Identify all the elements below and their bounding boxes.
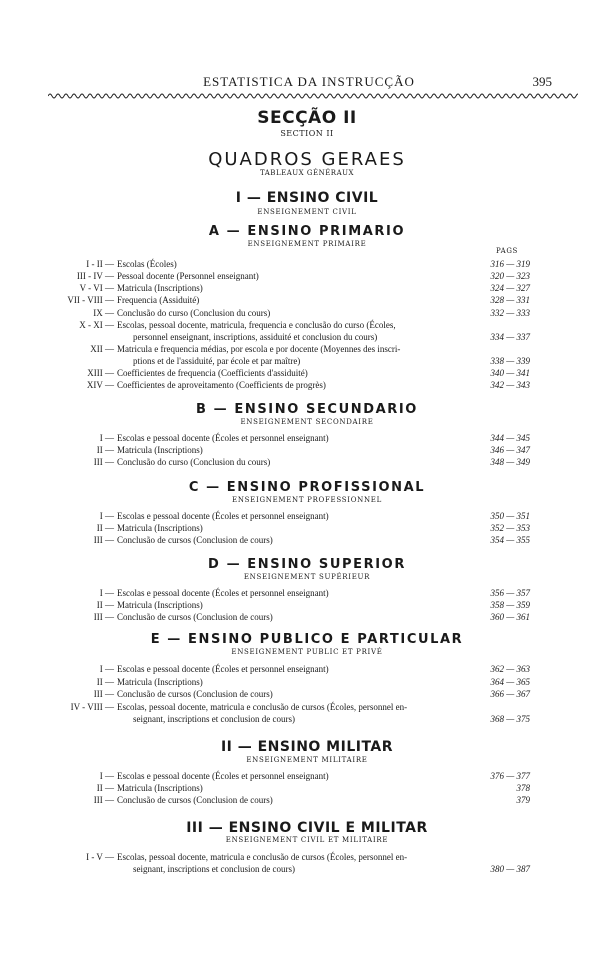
item-pages: 348 — 349 <box>490 457 530 467</box>
part-title-civil-militar: III — ENSINO CIVIL E MILITAR <box>186 820 428 836</box>
item-pages: 380 — 387 <box>490 864 530 874</box>
item-number: I - V — <box>86 852 114 862</box>
heading-ensino-profissional: C — ENSINO PROFISSIONAL <box>188 480 426 495</box>
pags-label: PAGS <box>496 247 518 255</box>
item-number: III — <box>93 795 114 805</box>
section-title: SECÇÃO II <box>257 108 357 128</box>
part-title-militar: II — ENSINO MILITAR <box>220 739 394 755</box>
item-text: Conclusão de cursos (Conclusion de cours) <box>117 795 273 805</box>
item-text: Conclusão de cursos (Conclusion de cours) <box>117 689 273 699</box>
item-number: III — <box>93 612 114 622</box>
item-number: III - IV — <box>76 271 114 281</box>
item-text: Escolas (Écoles) <box>117 259 177 269</box>
item-text: Matricula (Inscriptions) <box>117 783 203 793</box>
item-pages: 368 — 375 <box>490 714 530 724</box>
item-pages: 340 — 341 <box>490 368 530 378</box>
item-number: X - XI — <box>79 320 114 330</box>
item-text: Escolas e pessoal docente (Écoles et personnel enseignant) <box>117 433 329 443</box>
heading-ensino-publico-particular: E — ENSINO PUBLICO E PARTICULAR <box>150 632 464 647</box>
item-text: Conclusão do curso (Conclusion du cours) <box>117 457 271 467</box>
item-number: IX — <box>93 308 114 318</box>
item-pages: 358 — 359 <box>490 600 530 610</box>
item-pages: 316 — 319 <box>490 259 530 269</box>
item-number: III — <box>93 457 114 467</box>
item-pages: 366 — 367 <box>490 689 530 699</box>
item-pages: 328 — 331 <box>490 295 530 305</box>
quadros-subtitle: TABLEAUX GÉNÉRAUX <box>259 169 355 177</box>
item-number: I — <box>99 511 114 521</box>
item-text: Escolas, pessoal docente, matricula e conclusão de cursos (Écoles, personnel en- <box>117 852 408 862</box>
item-text: Matricula (Inscriptions) <box>117 523 203 533</box>
item-text-continued: personnel enseignant, inscriptions, assiduité et conclusion du cours) <box>133 332 378 342</box>
part-subtitle-civil: ENSEIGNEMENT CIVIL <box>257 208 357 216</box>
item-text: Escolas e pessoal docente (Écoles et personnel enseignant) <box>117 664 329 674</box>
section-subtitle: SECTION II <box>280 129 334 138</box>
item-text: Coefficientes de frequencia (Coefficients d'assiduité) <box>117 368 308 378</box>
item-text-continued: seignant, inscriptions et conclusion de cours) <box>133 714 295 724</box>
item-text: Matricula (Inscriptions) <box>117 283 203 293</box>
item-number: IV - VIII — <box>70 702 114 712</box>
item-pages: 338 — 339 <box>490 356 530 366</box>
item-pages: 362 — 363 <box>490 664 530 674</box>
subheading-ensino-secundario: ENSEIGNEMENT SECONDAIRE <box>240 418 374 426</box>
item-number: XIV — <box>86 380 114 390</box>
item-number: I — <box>99 588 114 598</box>
heading-ensino-primario: A — ENSINO PRIMARIO <box>208 224 406 239</box>
item-pages: 324 — 327 <box>490 283 530 293</box>
item-text: Matricula (Inscriptions) <box>117 445 203 455</box>
item-text: Escolas e pessoal docente (Écoles et personnel enseignant) <box>117 588 329 598</box>
item-number: I — <box>99 433 114 443</box>
item-text: Coefficientes de aproveitamento (Coefficients de progrès) <box>117 380 326 390</box>
item-number: I — <box>99 771 114 781</box>
item-text: Frequencia (Assiduité) <box>117 295 200 305</box>
heading-ensino-superior: D — ENSINO SUPERIOR <box>208 557 406 572</box>
item-pages: 344 — 345 <box>490 433 530 443</box>
item-number: III — <box>93 535 114 545</box>
item-text: Matricula (Inscriptions) <box>117 600 203 610</box>
item-number: II — <box>96 445 114 455</box>
item-number: I — <box>99 664 114 674</box>
item-text: Pessoal docente (Personnel enseignant) <box>117 271 259 281</box>
item-pages: 350 — 351 <box>490 511 530 521</box>
item-pages: 360 — 361 <box>490 612 530 622</box>
item-text: Conclusão do curso (Conclusion du cours) <box>117 308 271 318</box>
heading-ensino-secundario: B — ENSINO SECUNDARIO <box>196 402 418 417</box>
subheading-ensino-publico-particular: ENSEIGNEMENT PUBLIC ET PRIVÉ <box>231 648 383 656</box>
item-text-continued: ptions et de l'assiduité, par école et par maître) <box>133 356 301 366</box>
item-pages: 320 — 323 <box>490 271 530 281</box>
item-number: III — <box>93 689 114 699</box>
wavy-rule <box>48 92 578 100</box>
subheading-ensino-profissional: ENSEIGNEMENT PROFESSIONNEL <box>232 496 382 504</box>
item-text: Escolas e pessoal docente (Écoles et personnel enseignant) <box>117 511 329 521</box>
running-title: ESTATISTICA DA INSTRUCÇÃO <box>203 74 415 89</box>
item-text: Conclusão de cursos (Conclusion de cours) <box>117 535 273 545</box>
part-title-civil: I — ENSINO CIVIL <box>235 190 379 206</box>
subheading-ensino-primario: ENSEIGNEMENT PRIMAIRE <box>247 240 367 248</box>
item-pages: 346 — 347 <box>490 445 530 455</box>
item-text: Escolas, pessoal docente, matricula e conclusão de cursos (Écoles, personnel en- <box>117 702 408 712</box>
item-pages: 334 — 337 <box>490 332 530 342</box>
page-number: 395 <box>532 74 552 89</box>
item-number: II — <box>96 523 114 533</box>
item-number: II — <box>96 677 114 687</box>
item-pages: 354 — 355 <box>490 535 530 545</box>
item-number: V - VI — <box>79 283 114 293</box>
item-pages: 352 — 353 <box>490 523 530 533</box>
part-subtitle-militar: ENSEIGNEMENT MILITAIRE <box>246 756 368 764</box>
item-pages: 332 — 333 <box>490 308 530 318</box>
item-number: I - II — <box>86 259 114 269</box>
item-number: XIII — <box>87 368 114 378</box>
item-pages: 364 — 365 <box>490 677 530 687</box>
item-pages: 379 <box>516 795 530 805</box>
item-text: Matricula e frequencia médias, por escola e por docente (Moyennes des inscri- <box>117 344 401 354</box>
item-text: Escolas, pessoal docente, matricula, frequencia e conclusão do curso (Écoles, <box>117 320 396 330</box>
item-number: XII — <box>90 344 114 354</box>
item-number: II — <box>96 600 114 610</box>
item-pages: 378 <box>516 783 530 793</box>
part-subtitle-civil-militar: ENSEIGNEMENT CIVIL ET MILITAIRE <box>225 836 389 844</box>
subheading-ensino-superior: ENSEIGNEMENT SUPÉRIEUR <box>243 573 371 581</box>
item-pages: 342 — 343 <box>490 380 530 390</box>
quadros-title: QUADROS GERAES <box>208 149 406 170</box>
item-pages: 376 — 377 <box>490 771 530 781</box>
item-pages: 356 — 357 <box>490 588 530 598</box>
page-header <box>48 74 570 94</box>
item-number: II — <box>96 783 114 793</box>
item-text: Conclusão de cursos (Conclusion de cours) <box>117 612 273 622</box>
item-text-continued: seignant, inscriptions et conclusion de cours) <box>133 864 295 874</box>
item-text: Matricula (Inscriptions) <box>117 677 203 687</box>
item-number: VII - VIII — <box>67 295 114 305</box>
item-text: Escolas e pessoal docente (Écoles et personnel enseignant) <box>117 771 329 781</box>
